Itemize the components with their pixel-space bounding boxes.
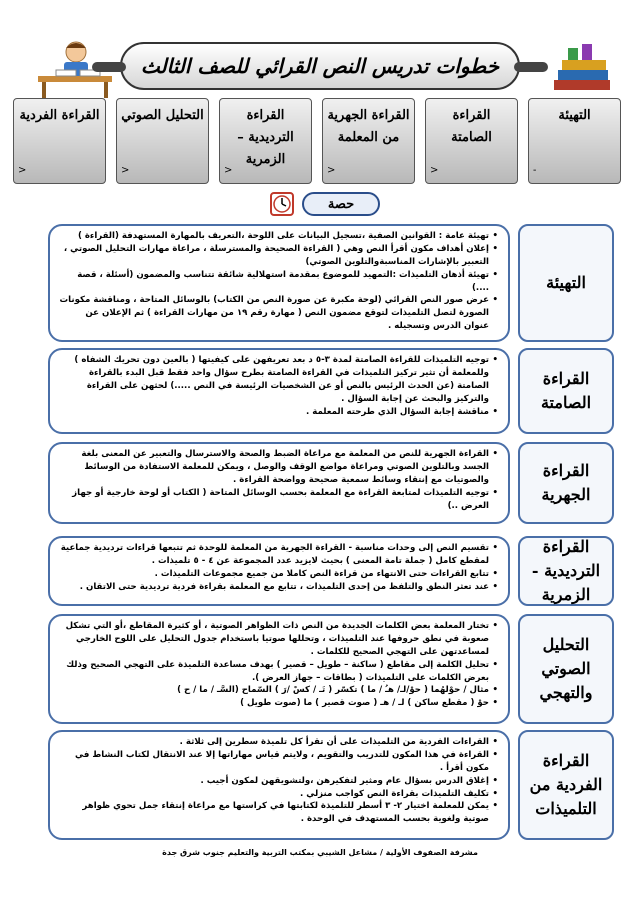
list-item: • توجيه التلميذات لمتابعة القراءة مع المعلمة بحسب الوسائل المتاحة ( الكتاب أو لوحة خارجية أو جهاز العرض ..) <box>58 487 498 513</box>
list-item: • مناقشة إجابة السؤال الذي طرحته المعلمة . <box>58 406 498 419</box>
list-item: • عند تعثر النطق والتلفظ من إحدى التلميذات ، تتابع مع المعلمة بقراءة فردية ترديدية حتى الاتقان . <box>58 581 498 594</box>
footer-credit: مشرفة الصفوف الأولية / مشاعل الشيبي بمكتب التربية والتعليم جنوب شرق جدة <box>162 848 478 857</box>
section-label: القراءة الترديدية - الزمرية <box>518 536 614 606</box>
section-individual-reading <box>48 730 614 840</box>
period-label: حصة <box>302 192 380 216</box>
list-item: • القراءة في هذا المكون للتدريب والتقويم ، ولايتم قياس مهاراتها إلا عند الانتقال لكتاب النشاط في مكون أقرأ . <box>58 749 498 775</box>
section-phonetic-analysis <box>48 614 614 724</box>
section-label: القراءة الجهرية <box>518 442 614 524</box>
step-box-5 <box>116 98 209 184</box>
list-item: • إعلان أهداف مكون أقرأ النص وهي ( القراءة الصحيحة والمسترسلة ، مراعاة مهارات التحليل الصوتي ، التعبير بالإشارات المناسبةوالتلوين الصوتي) <box>58 243 498 269</box>
section-silent-reading <box>48 348 614 434</box>
step-label: القراءة الصامتة <box>451 108 492 146</box>
list-item: • تكليف التلميذات بقراءة النص كواجب منزلي . <box>58 788 498 801</box>
step-box-4 <box>219 98 312 184</box>
step-marker: < <box>121 165 130 176</box>
section-body <box>48 536 510 606</box>
step-label: القراءة الجهرية من المعلمة <box>327 108 410 146</box>
section-loud-reading <box>48 442 614 524</box>
section-label: القراءة الصامتة <box>518 348 614 434</box>
step-box-2 <box>425 98 518 184</box>
section-label: التهيئة <box>518 224 614 342</box>
list-item: • عرض صور النص القرائي (لوحة مكبرة عن صورة النص من الكتاب) بالوسائل المتاحة ، ومناقشة مكونات الصورة لتصل التلميذات لتوقع مضمون النص ( مهارة رقم ١٩ من مهارات القراءة ) ثم الإعلان عن عنوان الدرس وتسجيله . <box>58 294 498 333</box>
list-item: • تحليل الكلمة إلى مقاطع ( ساكنة – طويل – قصير ) بهدف مساعدة التلميذة على التهجي الصحيح وذلك بعرض الكلمات على التلميذات ( بطاقات – جهاز العرض ). <box>58 659 498 685</box>
list-item: • القراءة الجهرية للنص من المعلمة مع مراعاة الضبط والصحة والاسترسال والتعبير عن المعنى بلغة الجسد وبالتلوين الصوتي ومراعاة مواضع الوقف والوصل ، ويمكن للمعلمة الاستفادة من الوسائط والصوتيات مع إنتقاء وسائط سمعية صحيحة وواضحة القراءة . <box>58 448 498 487</box>
list-item: • تختار المعلمة بعض الكلمات الجديدة من النص ذات الظواهر الصوتية ، أو كثيرة المقاطع ،أو التي تشكل صعوبة في نطق حروفها عند التلميذات ، وتحللها صوتيا باستخدام جدول التحليل على اللوح الخارجي لمساعدتهن على التهجي الصحيح للكلمات . <box>58 620 498 659</box>
list-item: • تهيئة أذهان التلميذات :التمهيد للموضوع بمقدمة استهلالية شائقة تتناسب والمضمون (أسئلة ، قصة ....) <box>58 269 498 295</box>
step-box-1 <box>528 98 621 184</box>
section-body <box>48 614 510 724</box>
list-item: • إغلاق الدرس بسؤال عام ومثير لتفكيرهن ،ولتشويقهن لمكون أجيب . <box>58 775 498 788</box>
section-body <box>48 730 510 840</box>
step-label: التهيئة <box>558 108 591 123</box>
step-label: التحليل الصوتي <box>121 108 204 123</box>
step-marker: < <box>327 165 336 176</box>
section-intro <box>48 224 614 342</box>
list-item: • القراءات الفردية من التلميذات على أن تقرأ كل تلميذة سطرين إلى ثلاثة . <box>58 736 498 749</box>
step-marker: - <box>533 165 537 176</box>
section-body <box>48 224 510 342</box>
list-item: • تتابع القراءات حتى الانتهاء من قراءة النص كاملا من جميع مجموعات التلميذات . <box>58 568 498 581</box>
period-row <box>270 190 380 220</box>
list-item: • يمكن للمعلمة اختيار ٢- ٣ أسطر للتلميذة لكتابتها في كراستها مع مراعاة إنتقاء جمل تحوي ظواهر صوتية ولغوية بحسب المستهدف في الوحدة . <box>58 800 498 826</box>
step-box-3 <box>322 98 415 184</box>
section-body <box>48 348 510 434</box>
section-label: القراءة الفردية من التلميذات <box>518 730 614 840</box>
step-marker: < <box>430 165 439 176</box>
section-body <box>48 442 510 524</box>
section-label: التحليل الصوتي والتهجي <box>518 614 614 724</box>
books-clipart <box>548 40 618 100</box>
step-marker: < <box>224 165 233 176</box>
list-item: • مثال / حوْلهُما ( حوْ/لـ/ هـُ / ما ) تكسّر ( تَـ / كسْ /رَ ) السّماح (السَّـ / ما / ح ) <box>58 684 498 697</box>
list-item: • تقسيم النص إلى وحدات مناسبة - القراءة الجهرية من المعلمة للوحدة ثم تتبعها قراءات ترديدية جماعية لمقطع كامل ( جملة تامة المعنى ) بحيث لايزيد عدد المجموعة عن ٤ - ٥ تلميذات . <box>58 542 498 568</box>
step-marker: < <box>18 165 27 176</box>
page-title: خطوات تدريس النص القرائي للصف الثالث <box>120 42 520 90</box>
steps-row <box>0 98 638 188</box>
list-item: • توجيه التلميذات للقراءة الصامتة لمدة ٣-٥ د بعد تعريفهن على كيفيتها ( بالعين دون تحريك الشفاه ) وللمعلمة أن تثير تركيز التلميذات في القراءة الصامتة بطرح سؤال واحد فقط قبل البدء بالقراءة الصامتة (عن الحدث الرئيس بالنص أو عن الشخصيات الرئيسة في النص .....) لحثهن على القراءة والتركيز والبحث عن إجابة السؤال . <box>58 354 498 406</box>
step-label: القراءة الترديدية – الزمرية <box>237 108 294 168</box>
list-item: • حوْ ( مقطع ساكن ) لـ / هـ ( صوت قصير ) ما (صوت طويل ) <box>58 697 498 710</box>
step-label: القراءة الفردية <box>19 108 100 123</box>
clock-icon <box>270 192 294 216</box>
list-item: • تهيئة عامة : القوانين الصفية ،تسجيل البيانات على اللوحة ،التعريف بالمهارة المستهدفة (القراءة ) <box>58 230 498 243</box>
section-choral-reading <box>48 536 614 606</box>
step-box-6 <box>13 98 106 184</box>
